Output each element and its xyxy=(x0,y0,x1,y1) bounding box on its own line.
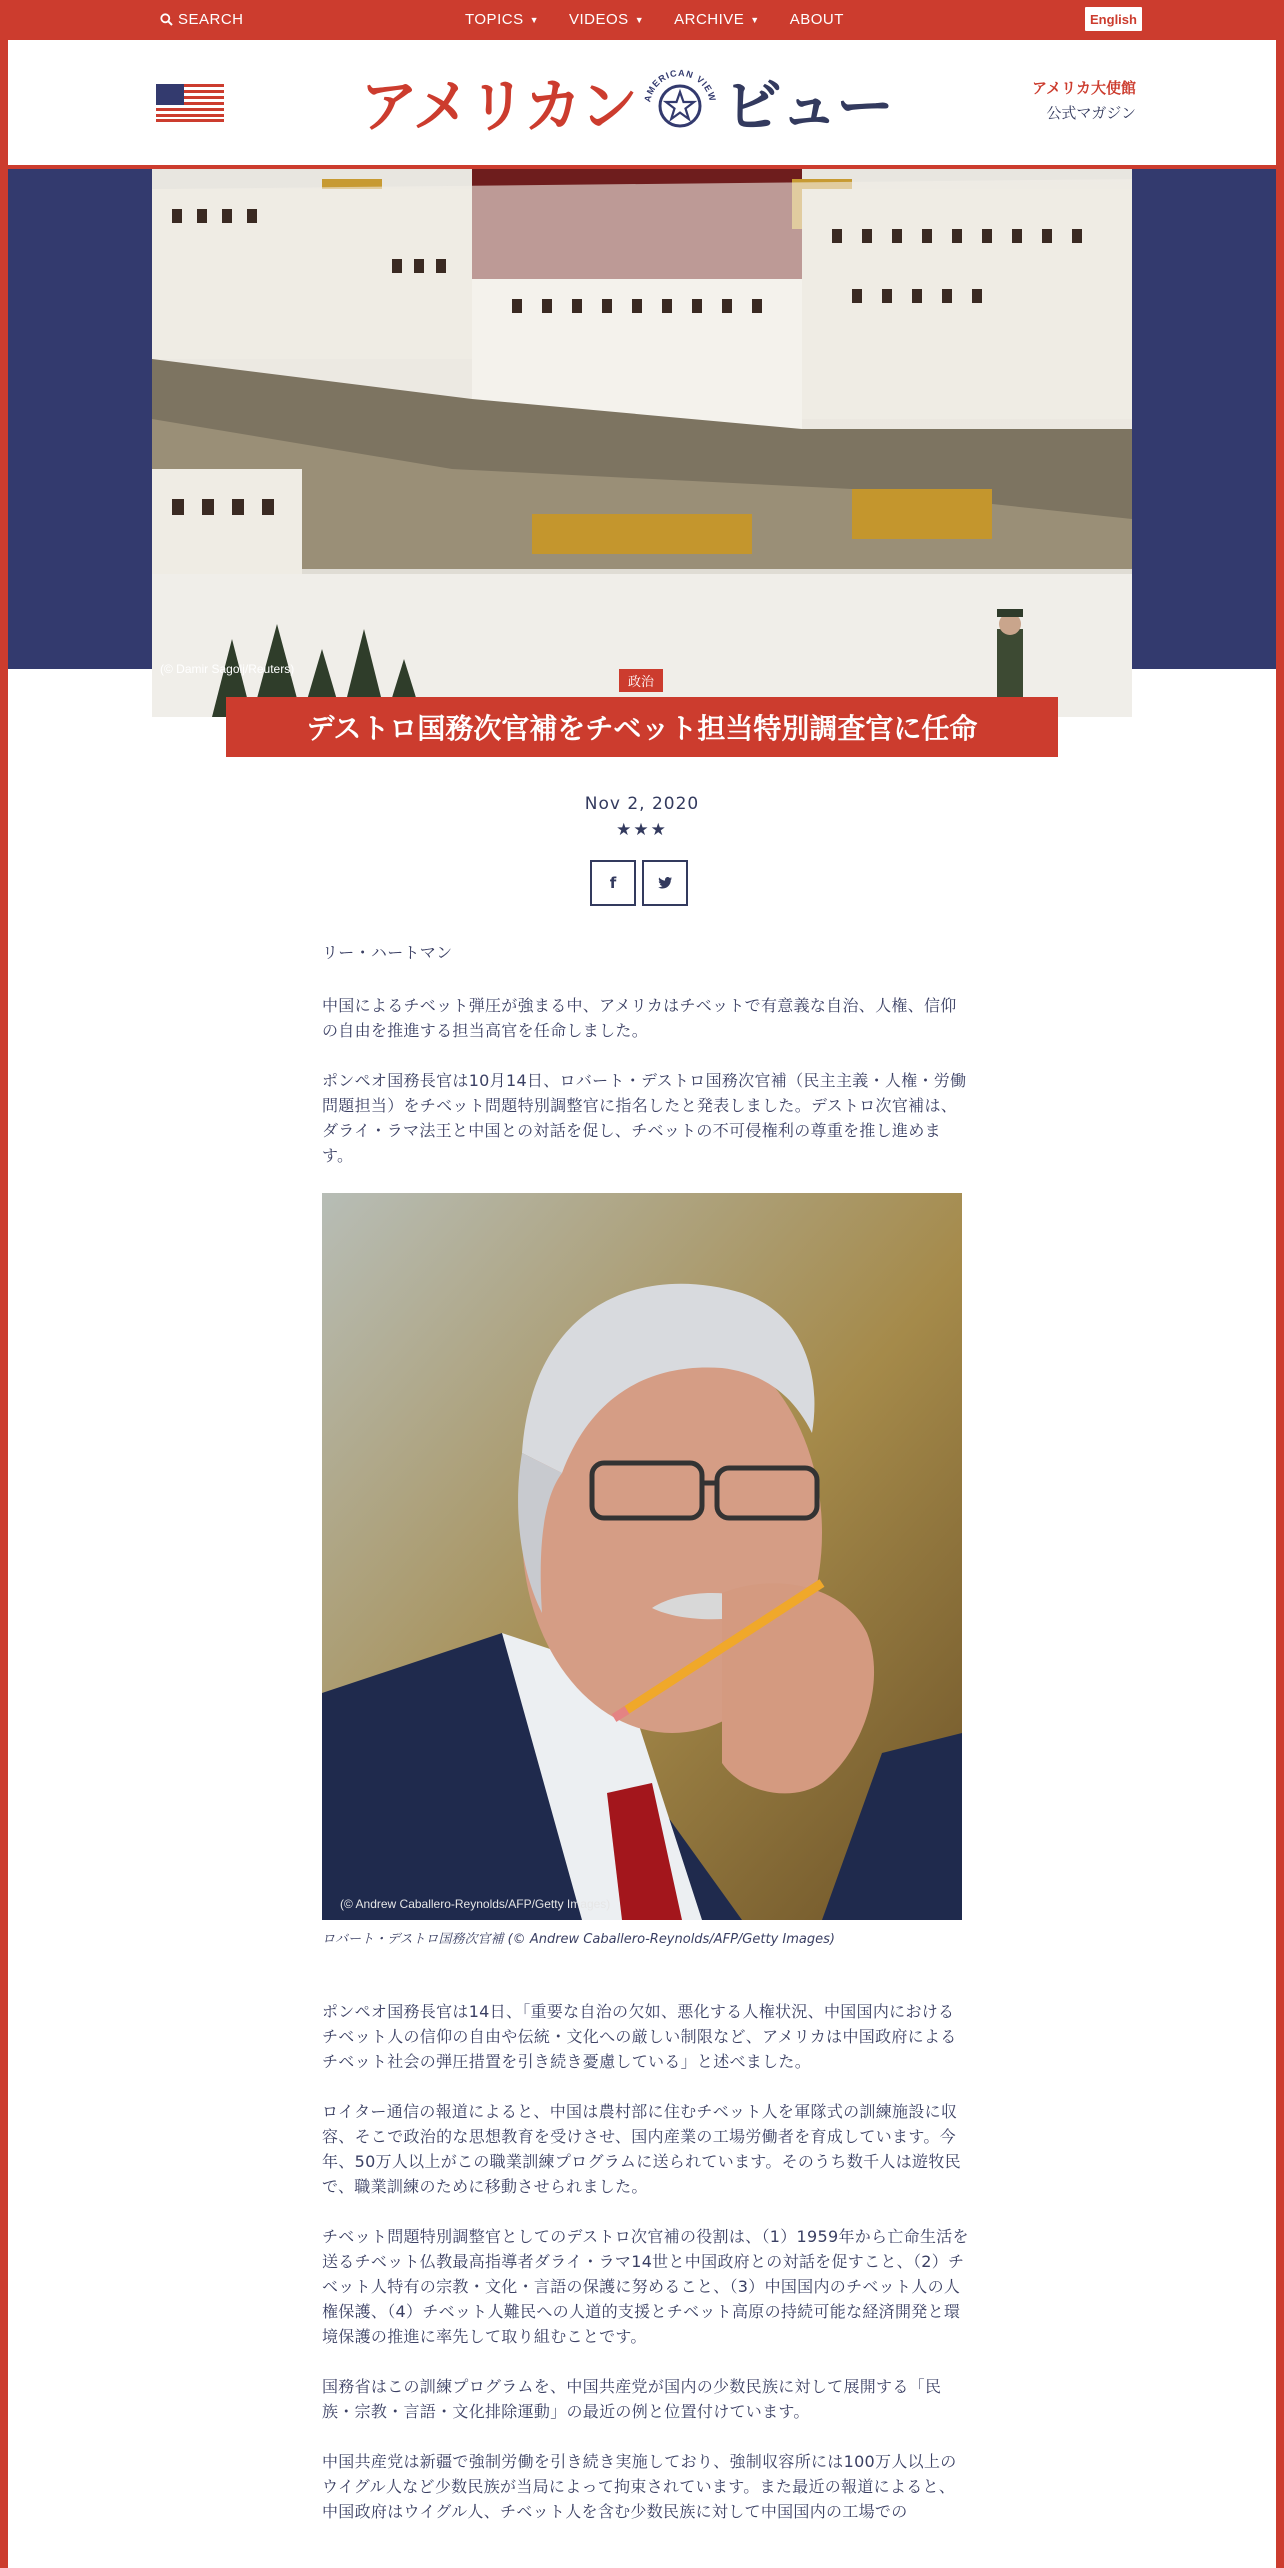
site-logo[interactable] xyxy=(360,66,892,146)
page-frame xyxy=(8,40,1276,2568)
us-flag-icon[interactable] xyxy=(156,84,224,122)
article-paragraph: ポンペオ国務長官は14日、「重要な自治の欠如、悪化する人権状況、中国国内におけるチベット人の信仰の自由や伝統・文化への厳しい制限など、アメリカは中国政府によるチベット社会の弾圧措置を引き続き憂慮している」と述べました。 xyxy=(322,2002,957,2071)
logo-text-right: ビュー xyxy=(723,72,892,140)
nav-videos-label: VIDEOS xyxy=(569,11,629,28)
embassy-tagline xyxy=(1032,76,1136,126)
masthead xyxy=(8,40,1276,165)
embassy-line-1: アメリカ大使館 xyxy=(1032,79,1136,97)
article-paragraph: ポンペオ国務長官は10月14日、ロバート・デストロ国務次官補（民主主義・人権・労働問題担当）をチベット問題特別調整官に指名したと発表しました。デストロ次官補は、ダライ・ラマ法王と中国との対話を促し、チベットの不可侵権利の尊重を推し進めます。 xyxy=(322,1071,967,1165)
nav-archive-label: ARCHIVE xyxy=(674,11,745,28)
search-icon xyxy=(160,13,173,26)
nav-about-label: ABOUT xyxy=(789,11,844,28)
article-paragraph: ロイター通信の報道によると、中国は農村部に住むチベット人を軍隊式の訓練施設に収容、そこで政治的な思想教育を受けさせ、国内産業の工場労働者を育成しています。今年、50万人以上がこの職業訓練プログラムに送られています。そのうち数千人は遊牧民で、職業訓練のために移動させられました。 xyxy=(322,2102,961,2196)
embassy-line-2: 公式マガジン xyxy=(1046,104,1136,122)
portrait-photo-credit: (© Andrew Caballero-Reynolds/AFP/Getty Images) xyxy=(340,1897,611,1911)
top-nav xyxy=(0,0,1284,40)
nav-archive[interactable] xyxy=(674,11,760,28)
nav-topics-label: TOPICS xyxy=(465,11,524,28)
portrait-photo xyxy=(322,1193,962,1920)
facebook-icon: f xyxy=(609,874,617,892)
hero-photo-credit: (© Damir Sagolj/Reuters) xyxy=(160,662,295,676)
hero-image xyxy=(152,169,1132,717)
search-button[interactable] xyxy=(160,11,244,28)
chevron-down-icon: ▼ xyxy=(750,14,760,25)
nav-about[interactable] xyxy=(790,11,844,28)
category-badge[interactable]: 政治 xyxy=(619,669,663,692)
stars-divider: ★★★ xyxy=(616,820,668,840)
logo-badge-text: AMERICAN VIEW xyxy=(642,68,718,103)
article-paragraph: チベット問題特別調整官としてのデストロ次官補の役割は、（1）1959年から亡命生活を送るチベット仏教最高指導者ダライ・ラマ14世と中国政府との対話を促すこと、（2）チベット人特有の宗教・文化・言語の保護に努めること、（3）中国国内のチベット人の人権保護、（4）チベット人難民への人道的支援とチベット高原の持続可能な経済開発と環境保護の推進に率先して取り組むことです。 xyxy=(322,2227,969,2346)
article-figure xyxy=(322,1193,962,1947)
language-button[interactable]: English xyxy=(1085,7,1142,31)
author-byline: リー・ハートマン xyxy=(322,943,453,962)
chevron-down-icon: ▼ xyxy=(634,14,645,25)
article-body xyxy=(322,940,970,2549)
share-buttons xyxy=(590,860,688,906)
publish-date: Nov 2, 2020 xyxy=(584,794,700,814)
article-paragraph: 中国共産党は新疆で強制労働を引き続き実施しており、強制収容所には100万人以上のウイグル人など少数民族が当局によって拘束されています。また最近の報道によると、中国政府はウイグル人、チベット人を含む少数民族に対して中国国内の工場での xyxy=(322,2452,957,2521)
facebook-share-button[interactable] xyxy=(590,860,636,906)
main-menu xyxy=(465,11,844,28)
twitter-share-button[interactable] xyxy=(642,860,688,906)
article-headline: デストロ国務次官補をチベット担当特別調査官に任命 xyxy=(226,697,1058,757)
star-badge-icon xyxy=(642,68,718,144)
nav-videos[interactable] xyxy=(569,11,644,28)
photo-caption: ロバート・デストロ国務次官補 (© Andrew Caballero-Reynolds/AFP/Getty Images) xyxy=(322,1932,835,1947)
nav-topics[interactable] xyxy=(465,11,539,28)
article-paragraph: 国務省はこの訓練プログラムを、中国共産党が国内の少数民族に対して展開する「民族・宗教・言語・文化排除運動」の最近の例と位置付けています。 xyxy=(322,2377,942,2421)
search-label: SEARCH xyxy=(178,11,244,28)
twitter-icon xyxy=(658,877,672,889)
logo-text-left: アメリカン xyxy=(360,72,636,140)
article-paragraph: 中国によるチベット弾圧が強まる中、アメリカはチベットで有意義な自治、人権、信仰の自由を推進する担当高官を任命しました。 xyxy=(322,996,957,1040)
chevron-down-icon: ▼ xyxy=(529,14,539,25)
